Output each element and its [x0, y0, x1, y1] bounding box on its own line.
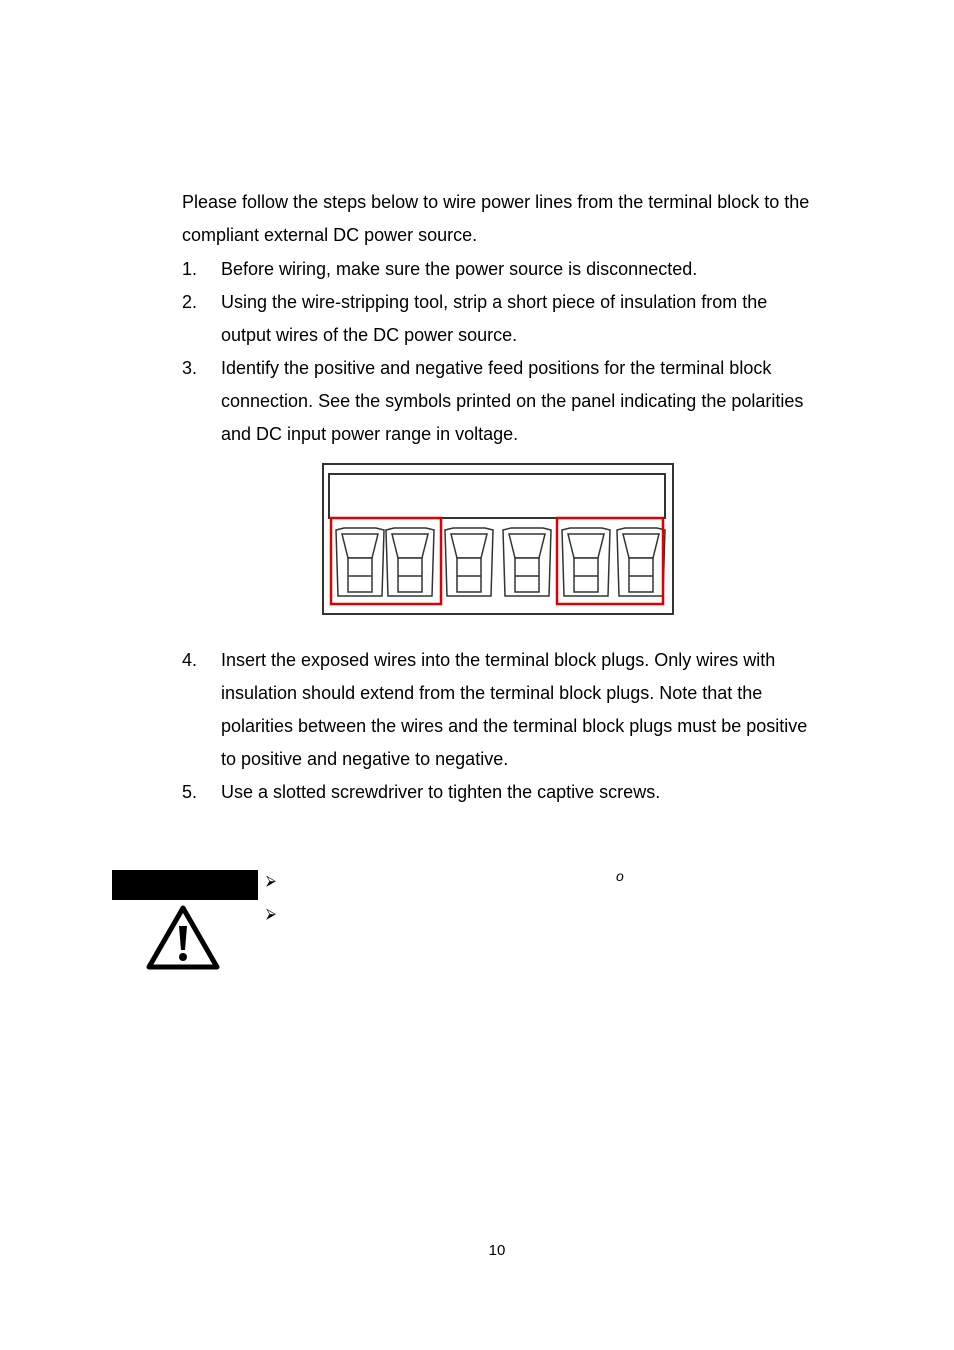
- terminal-plug: [386, 528, 434, 596]
- caution-bullet-icon: ⮚: [266, 905, 276, 921]
- degree-mark: o: [616, 868, 624, 884]
- terminal-plug: [336, 528, 384, 596]
- terminal-plugs: [336, 528, 665, 596]
- step-number: 4.: [182, 650, 198, 670]
- list-item: [182, 776, 822, 809]
- list-item: [182, 286, 822, 352]
- page-number: 10: [488, 1242, 506, 1259]
- warning-triangle-icon: [146, 904, 220, 970]
- step-text: Use a slotted screwdriver to tighten the captive screws.: [221, 782, 661, 802]
- list-item: [182, 352, 822, 451]
- step-text: Using the wire-stripping tool, strip a short piece of insulation from the output wires of the DC power source.: [221, 292, 768, 345]
- terminal-plug: [445, 528, 493, 596]
- caution-label-bar: [112, 870, 258, 900]
- step-number: 2.: [182, 292, 198, 312]
- terminal-block-figure: [320, 460, 676, 620]
- list-item: [182, 644, 822, 776]
- step-number: 3.: [182, 358, 198, 378]
- caution-bullet-icon: ⮚: [266, 872, 276, 888]
- step-number: 5.: [182, 782, 198, 802]
- step-text: Before wiring, make sure the power source is disconnected.: [221, 259, 698, 279]
- step-text: Identify the positive and negative feed positions for the terminal block connection. See the symbols printed on the panel indicating the polarities and DC input power range in voltage.: [221, 358, 804, 444]
- terminal-plug: [617, 528, 665, 596]
- terminal-plug: [503, 528, 551, 596]
- step-text: Insert the exposed wires into the terminal block plugs. Only wires with insulation should extend from the terminal block plugs. Note that the polarities between the wires and the terminal block plugs must be positive to positive and negative to negative.: [221, 650, 808, 769]
- wiring-steps-list-continued: [182, 644, 822, 809]
- wiring-steps-list: [182, 253, 822, 451]
- list-item: [182, 253, 822, 286]
- intro-paragraph: Please follow the steps below to wire power lines from the terminal block to the compliant external DC power source.: [182, 192, 810, 245]
- terminal-plug: [562, 528, 610, 596]
- step-number: 1.: [182, 259, 198, 279]
